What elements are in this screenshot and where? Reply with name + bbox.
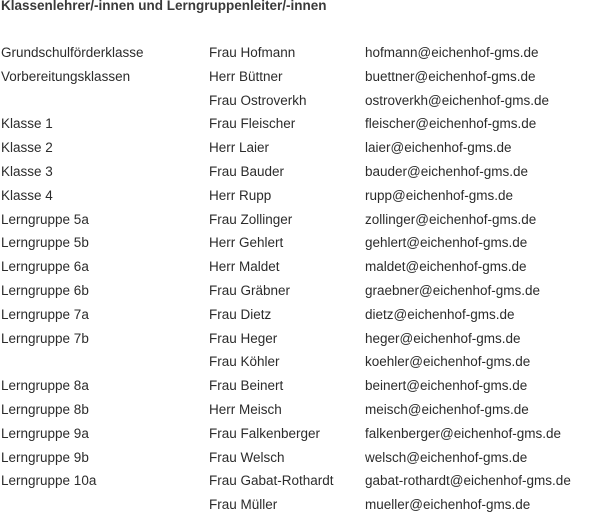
teacher-name: Herr Maldet bbox=[209, 259, 280, 275]
teacher-name: Herr Gehlert bbox=[209, 235, 284, 251]
teacher-name: Frau Welsch bbox=[209, 449, 285, 465]
list-item bbox=[0, 42, 597, 66]
list-item bbox=[0, 447, 597, 471]
teacher-name: Frau Müller bbox=[209, 497, 278, 513]
list-item bbox=[0, 399, 597, 423]
teacher-name: Frau Gräbner bbox=[209, 282, 291, 298]
group-name: Lerngruppe 5a bbox=[1, 211, 89, 227]
email-address: hofmann@eichenhof-gms.de bbox=[365, 45, 539, 60]
group-name: Grundschulförderklasse bbox=[1, 45, 144, 60]
list-item bbox=[0, 351, 597, 375]
list-item bbox=[0, 209, 597, 233]
list-item bbox=[0, 470, 597, 494]
group-name: Lerngruppe 10a bbox=[1, 473, 97, 489]
email-address: graebner@eichenhof-gms.de bbox=[365, 282, 541, 298]
group-name: Lerngruppe 8b bbox=[1, 401, 89, 417]
list-item bbox=[0, 232, 597, 256]
email-address: koehler@eichenhof-gms.de bbox=[365, 354, 531, 370]
list-item bbox=[0, 328, 597, 352]
teacher-name: Frau Hofmann bbox=[209, 45, 296, 60]
group-name: Klasse 3 bbox=[1, 163, 53, 179]
email-address: falkenberger@eichenhof-gms.de bbox=[365, 425, 562, 441]
group-name: Klasse 1 bbox=[1, 116, 53, 132]
email-address: mueller@eichenhof-gms.de bbox=[365, 497, 531, 513]
teacher-name: Frau Köhler bbox=[209, 354, 280, 370]
email-address: dietz@eichenhof-gms.de bbox=[365, 306, 515, 322]
group-name: Lerngruppe 7b bbox=[1, 330, 89, 346]
teacher-name: Frau Beinert bbox=[209, 378, 284, 394]
email-address: beinert@eichenhof-gms.de bbox=[365, 378, 528, 394]
teacher-name: Herr Büttner bbox=[209, 68, 283, 84]
email-address: gabat-rothardt@eichenhof-gms.de bbox=[365, 473, 571, 489]
email-address: maldet@eichenhof-gms.de bbox=[365, 259, 527, 275]
document-heading: Klassenlehrer/-innen und Lerngruppenleiter/-innen bbox=[1, 0, 327, 13]
list-item bbox=[0, 375, 597, 399]
group-name: Lerngruppe 7a bbox=[1, 306, 89, 322]
teacher-name: Frau Bauder bbox=[209, 163, 285, 179]
list-item bbox=[0, 423, 597, 447]
list-item bbox=[0, 256, 597, 280]
teacher-name: Frau Fleischer bbox=[209, 116, 296, 132]
email-address: buettner@eichenhof-gms.de bbox=[365, 68, 536, 84]
group-name: Lerngruppe 6b bbox=[1, 282, 89, 298]
list-item bbox=[0, 304, 597, 328]
list-item bbox=[0, 185, 597, 209]
email-address: meisch@eichenhof-gms.de bbox=[365, 401, 529, 417]
list-item bbox=[0, 113, 597, 137]
email-address: gehlert@eichenhof-gms.de bbox=[365, 235, 528, 251]
teacher-name: Frau Dietz bbox=[209, 306, 272, 322]
list-item bbox=[0, 280, 597, 304]
group-name: Lerngruppe 8a bbox=[1, 378, 89, 394]
list-item bbox=[0, 161, 597, 185]
email-address: rupp@eichenhof-gms.de bbox=[365, 187, 514, 203]
teacher-name: Frau Heger bbox=[209, 330, 278, 346]
teacher-name: Frau Ostroverkh bbox=[209, 92, 307, 108]
email-address: welsch@eichenhof-gms.de bbox=[365, 449, 528, 465]
teacher-name: Herr Laier bbox=[209, 140, 270, 156]
email-address: bauder@eichenhof-gms.de bbox=[365, 163, 529, 179]
list-item bbox=[0, 137, 597, 161]
list-item bbox=[0, 66, 597, 90]
group-name: Lerngruppe 6a bbox=[1, 259, 89, 275]
email-address: laier@eichenhof-gms.de bbox=[365, 140, 512, 156]
list-item bbox=[0, 90, 597, 114]
email-address: zollinger@eichenhof-gms.de bbox=[365, 211, 537, 227]
teacher-name: Frau Falkenberger bbox=[209, 425, 321, 441]
group-name: Vorbereitungsklassen bbox=[1, 68, 131, 84]
teacher-name: Herr Meisch bbox=[209, 401, 282, 417]
group-name: Lerngruppe 5b bbox=[1, 235, 89, 251]
email-address: fleischer@eichenhof-gms.de bbox=[365, 116, 537, 132]
email-address: ostroverkh@eichenhof-gms.de bbox=[365, 92, 550, 108]
group-name: Lerngruppe 9b bbox=[1, 449, 89, 465]
email-address: heger@eichenhof-gms.de bbox=[365, 330, 521, 346]
group-name: Klasse 2 bbox=[1, 140, 53, 156]
group-name: Lerngruppe 9a bbox=[1, 425, 89, 441]
teacher-list bbox=[0, 42, 597, 518]
list-item bbox=[0, 494, 597, 518]
teacher-name: Herr Rupp bbox=[209, 187, 272, 203]
teacher-name: Frau Zollinger bbox=[209, 211, 293, 227]
group-name: Klasse 4 bbox=[1, 187, 53, 203]
teacher-name: Frau Gabat-Rothardt bbox=[209, 473, 334, 489]
